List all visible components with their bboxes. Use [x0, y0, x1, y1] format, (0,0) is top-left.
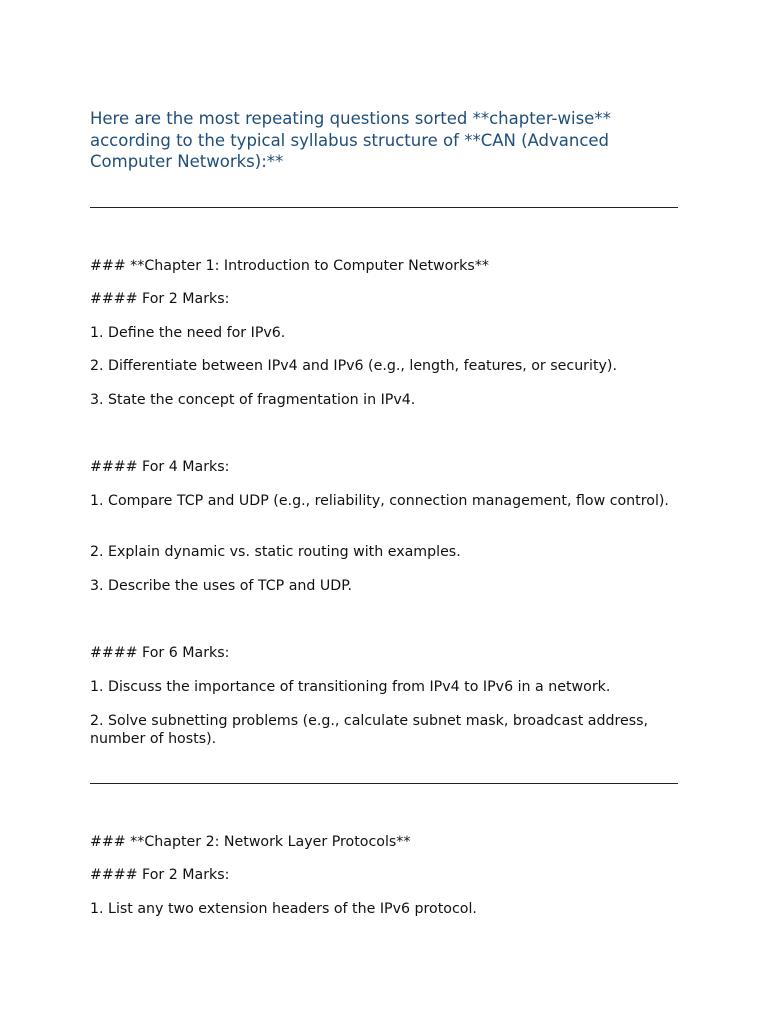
chapter-1-4-marks-heading: #### For 4 Marks:	[90, 459, 230, 475]
horizontal-rule	[90, 207, 678, 208]
horizontal-rule	[90, 783, 678, 784]
chapter-1-4-marks-question-3: 3. Describe the uses of TCP and UDP.	[90, 578, 353, 594]
chapter-1-2-marks-question-2: 2. Differentiate between IPv4 and IPv6 (e.g., length, features, or security).	[90, 358, 617, 374]
chapter-1-4-marks-question-1: 1. Compare TCP and UDP (e.g., reliability, connection management, flow control).	[90, 493, 669, 509]
chapter-1-2-marks-question-3: 3. State the concept of fragmentation in IPv4.	[90, 392, 416, 408]
chapter-1-heading: ### **Chapter 1: Introduction to Computer Networks**	[90, 258, 489, 274]
intro-paragraph: Here are the most repeating questions sorted **chapter-wise** according to the typical syllabus structure of **CAN (Advanced Computer Networks):**	[90, 109, 611, 171]
chapter-2-heading: ### **Chapter 2: Network Layer Protocols**	[90, 834, 411, 850]
chapter-1-6-marks-question-1: 1. Discuss the importance of transitioning from IPv4 to IPv6 in a network.	[90, 679, 611, 695]
chapter-1-6-marks-question-2: 2. Solve subnetting problems (e.g., calculate subnet mask, broadcast address, number of hosts).	[90, 713, 649, 747]
chapter-2-2-marks-question-1: 1. List any two extension headers of the IPv6 protocol.	[90, 901, 477, 917]
chapter-1-6-marks-heading: #### For 6 Marks:	[90, 645, 230, 661]
chapter-1-4-marks-question-2: 2. Explain dynamic vs. static routing with examples.	[90, 544, 461, 560]
chapter-2-2-marks-heading: #### For 2 Marks:	[90, 867, 230, 883]
chapter-1-2-marks-heading: #### For 2 Marks:	[90, 291, 230, 307]
chapter-1-2-marks-question-1: 1. Define the need for IPv6.	[90, 325, 286, 341]
